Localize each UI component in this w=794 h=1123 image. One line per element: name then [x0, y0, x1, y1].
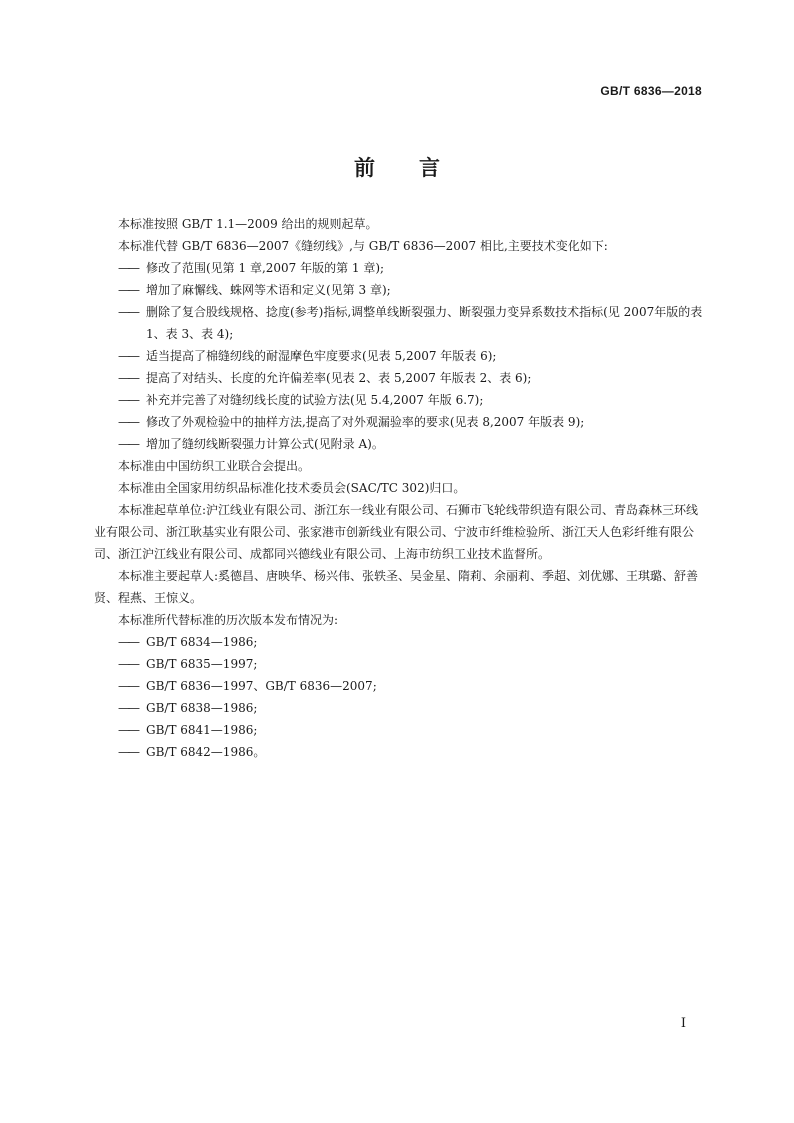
list-item-text: GB/T 6835—1997;: [146, 657, 258, 671]
list-item-text: 提高了对结头、长度的允许偏差率(见表 2、表 5,2007 年版表 2、表 6);: [146, 371, 532, 385]
dash-marker: ——: [118, 371, 138, 385]
list-item: [118, 741, 708, 763]
list-item: [118, 389, 708, 411]
dash-marker: ——: [118, 745, 138, 759]
list-item-text: 补充并完善了对缝纫线长度的试验方法(见 5.4,2007 年版 6.7);: [146, 393, 484, 407]
list-item: [118, 697, 708, 719]
dash-marker: ——: [118, 393, 138, 407]
dash-marker: ——: [118, 305, 138, 319]
dash-marker: ——: [118, 723, 138, 737]
list-item: [118, 301, 708, 345]
dash-marker: ——: [118, 701, 138, 715]
list-item: [118, 279, 708, 301]
dash-marker: ——: [118, 657, 138, 671]
paragraph-drafters: 本标准主要起草人:奚德昌、唐映华、杨兴伟、张轶圣、吴金星、隋莉、余丽莉、季超、刘优娜、王琪璐、舒善贤、程燕、王惊义。: [94, 569, 699, 605]
paragraph-drafting-units: 本标准起草单位:沪江线业有限公司、浙江东一线业有限公司、石狮市飞轮线带织造有限公司、青岛森林三环线业有限公司、浙江耿基实业有限公司、张家港市创新线业有限公司、宁波市纤维检验所、浙江天人色彩纤维有限公司、浙江沪江线业有限公司、成都同兴德线业有限公司、上海市纺织工业技术监督所。: [94, 503, 699, 561]
dash-marker: ——: [118, 415, 138, 429]
page-number: I: [680, 1016, 686, 1031]
paragraph-proposer: 本标准由中国纺织工业联合会提出。: [118, 459, 311, 473]
dash-marker: ——: [118, 679, 138, 693]
history-list: [118, 631, 708, 763]
dash-marker: ——: [118, 635, 138, 649]
list-item: [118, 719, 708, 741]
paragraph-history-intro: 本标准所代替标准的历次版本发布情况为:: [118, 613, 339, 627]
list-item-text: GB/T 6836—1997、GB/T 6836—2007;: [146, 679, 377, 693]
paragraph-replacement: 本标准代替 GB/T 6836—2007《缝纫线》,与 GB/T 6836—2007 相比,主要技术变化如下:: [118, 239, 608, 253]
dash-marker: ——: [118, 283, 138, 297]
list-item: [118, 257, 708, 279]
list-item-text: 修改了外观检验中的抽样方法,提高了对外观漏验率的要求(见表 8,2007 年版表 9);: [146, 415, 585, 429]
dash-marker: ——: [118, 437, 138, 451]
changes-list: [118, 257, 708, 455]
list-item-text: GB/T 6834—1986;: [146, 635, 258, 649]
paragraph-drafting-rules: 本标准按照 GB/T 1.1—2009 给出的规则起草。: [118, 217, 378, 231]
list-item: [118, 433, 708, 455]
paragraph-committee: 本标准由全国家用纺织品标准化技术委员会(SAC/TC 302)归口。: [118, 481, 466, 495]
list-item: [118, 411, 708, 433]
standard-code: GB/T 6836—2018: [600, 84, 702, 98]
list-item: [118, 367, 708, 389]
list-item-text: 增加了麻懈线、蛛网等术语和定义(见第 3 章);: [146, 283, 391, 297]
list-item: [118, 345, 708, 367]
list-item: [118, 675, 708, 697]
list-item-text: 删除了复合股线规格、捻度(参考)指标,调整单线断裂强力、断裂强力变异系数技术指标(见 2007年版的表 1、表 3、表 4);: [146, 305, 703, 341]
dash-marker: ——: [118, 349, 138, 363]
list-item-text: GB/T 6841—1986;: [146, 723, 258, 737]
dash-marker: ——: [118, 261, 138, 275]
list-item-text: 修改了范围(见第 1 章,2007 年版的第 1 章);: [146, 261, 385, 275]
page-title: 前言: [354, 156, 484, 180]
list-item-text: GB/T 6842—1986。: [146, 745, 266, 759]
foreword-body: [94, 213, 708, 763]
list-item-text: 增加了缝纫线断裂强力计算公式(见附录 A)。: [146, 437, 384, 451]
list-item: [118, 653, 708, 675]
list-item-text: 适当提高了棉缝纫线的耐湿摩色牢度要求(见表 5,2007 年版表 6);: [146, 349, 497, 363]
list-item-text: GB/T 6838—1986;: [146, 701, 258, 715]
list-item: [118, 631, 708, 653]
